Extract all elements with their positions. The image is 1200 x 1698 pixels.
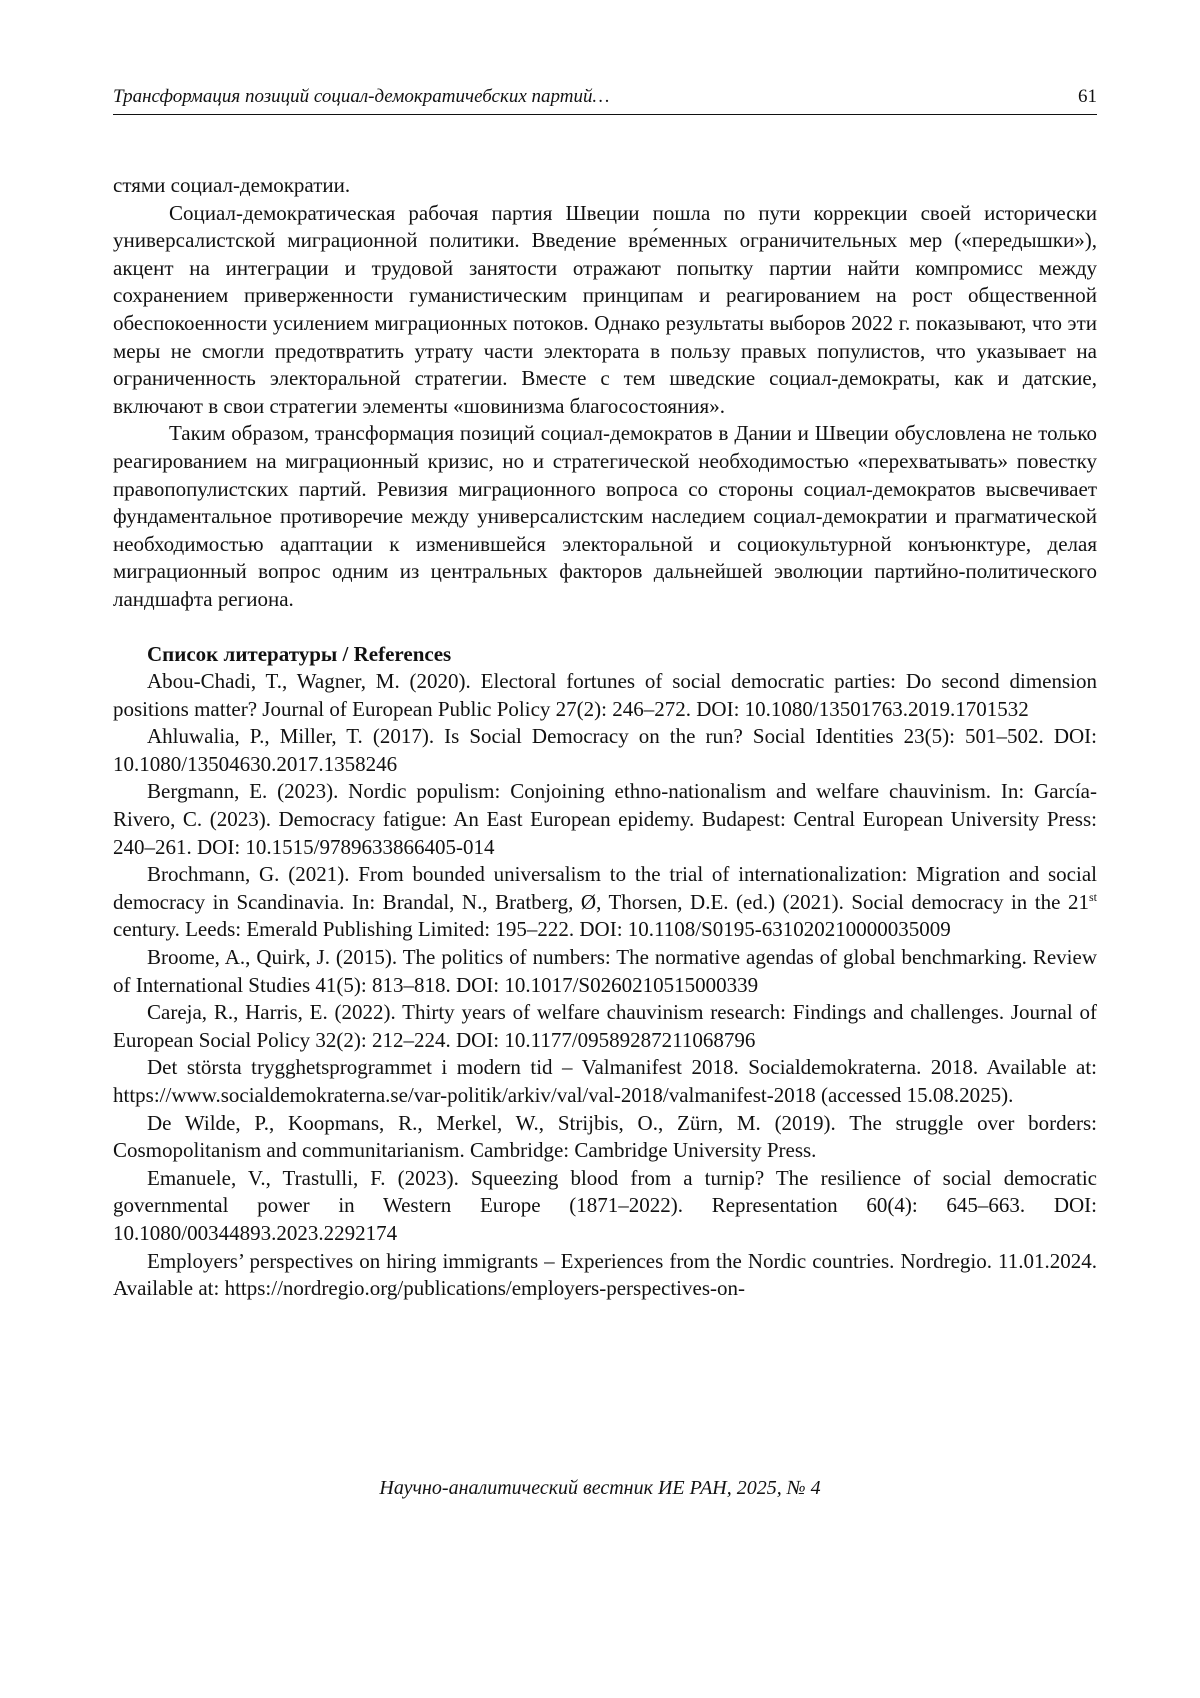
reference-item: Employers’ perspectives on hiring immigrants – Experiences from the Nordic countries. Nordregio. 11.01.2024. Available at: https://nordregio.org/publications/employers-perspectives-on-	[113, 1248, 1097, 1301]
superscript-ordinal: st	[1088, 889, 1097, 904]
reference-text: century. Leeds: Emerald Publishing Limited: 195–222. DOI: 10.1108/S0195-631020210000035009	[113, 917, 951, 942]
reference-item: Ahluwalia, P., Miller, T. (2017). Is Social Democracy on the run? Social Identities 23(5): 501–502. DOI: 10.1080/13504630.2017.1358246	[113, 724, 1097, 776]
reference-item: De Wilde, P., Koopmans, R., Merkel, W., Strijbis, O., Zürn, M. (2019). The struggle over borders: Cosmopolitanism and communitarianism. Cambridge: Cambridge University Press.	[113, 1110, 1097, 1163]
body-text	[113, 172, 1097, 1303]
reference-item: Emanuele, V., Trastulli, F. (2023). Squeezing blood from a turnip? The resilience of social democratic governmental power in Western Europe (1871–2022). Representation 60(4): 645–663. DOI: 10.1080/00344893.2023.2292174	[113, 1165, 1097, 1245]
page-number: 61	[1078, 86, 1097, 107]
running-header	[113, 84, 1097, 115]
reference-item: Bergmann, E. (2023). Nordic populism: Conjoining ethno-nationalism and welfare chauvinism. In: García-Rivero, C. (2023). Democracy fatigue: An East European epidemy. Budapest: Central European University Press: 240–261. DOI: 10.1515/9789633866405-014	[113, 779, 1097, 859]
reference-item: Broome, A., Quirk, J. (2015). The politics of numbers: The normative agendas of global benchmarking. Review of International Studies 41(5): 813–818. DOI: 10.1017/S0260210515000339	[113, 945, 1097, 997]
reference-text: Brochmann, G. (2021). From bounded universalism to the trial of internationalization: Migration and social democracy in Scandinavia. In: Brandal, N., Bratberg, Ø, Thorsen, D.E. (ed.) (2021). Social democracy in the 21	[113, 862, 1097, 914]
references-heading: Список литературы / References	[147, 641, 452, 666]
paragraph-conclusion: Таким образом, трансформация позиций социал-демократов в Дании и Швеции обусловлена не только реагированием на миграционный кризис, но и стратегической необходимостью «перехватывать» повестку правопопулистских партий. Ревизия миграционного вопроса со стороны социал-демократов высвечивает фундаментальное противоречие между универсалистским наследием социал-демократии и прагматической необходимостью адаптации к изменившейся электоральной и социокультурной конъюнктуре, делая миграционный вопрос одним из центральных факторов дальнейшей эволюции партийно-политического ландшафта региона.	[113, 421, 1097, 611]
journal-footer: Научно-аналитический вестник ИЕ РАН, 2025, № 4	[379, 1477, 821, 1499]
paragraph-continuation: стями социал-демократии.	[113, 173, 351, 197]
reference-item: Abou-Chadi, T., Wagner, M. (2020). Electoral fortunes of social democratic parties: Do second dimension positions matter? Journal of European Public Policy 27(2): 246–272. DOI: 10.1080/13501763.2019.1701532	[113, 669, 1097, 721]
reference-item	[113, 861, 1097, 944]
paragraph-sweden: Социал-демократическая рабочая партия Швеции пошла по пути коррекции своей исторически универсалистской миграционной политики. Введение вре́менных ограничительных мер («передышки»), акцент на интеграции и трудовой занятости отражают попытку партии найти компромисс между сохранением приверженности гуманистическим принципам и реагированием на рост общественной обеспокоенности усилением миграционных потоков. Однако результаты выборов 2022 г. показывают, что эти меры не смогли предотвратить утрату части электората в пользу правых популистов, что указывает на ограниченность электоральной стратегии. Вместе с тем шведские социал-демократы, как и датские, включают в свои стратегии элементы «шовинизма благосостояния».	[113, 200, 1097, 418]
reference-item: Careja, R., Harris, E. (2022). Thirty years of welfare chauvinism research: Findings and challenges. Journal of European Social Policy 32(2): 212–224. DOI: 10.1177/09589287211068796	[113, 1000, 1097, 1052]
running-header-title: Трансформация позиций социал-демократичебских партий…	[113, 86, 610, 107]
reference-item: Det största trygghetsprogrammet i modern tid – Valmanifest 2018. Socialdemokraterna. 2018. Available at: https://www.socialdemokraterna.se/var-politik/arkiv/val/val-2018/valmanifest-2018 (accessed 15.08.2025).	[113, 1055, 1097, 1107]
